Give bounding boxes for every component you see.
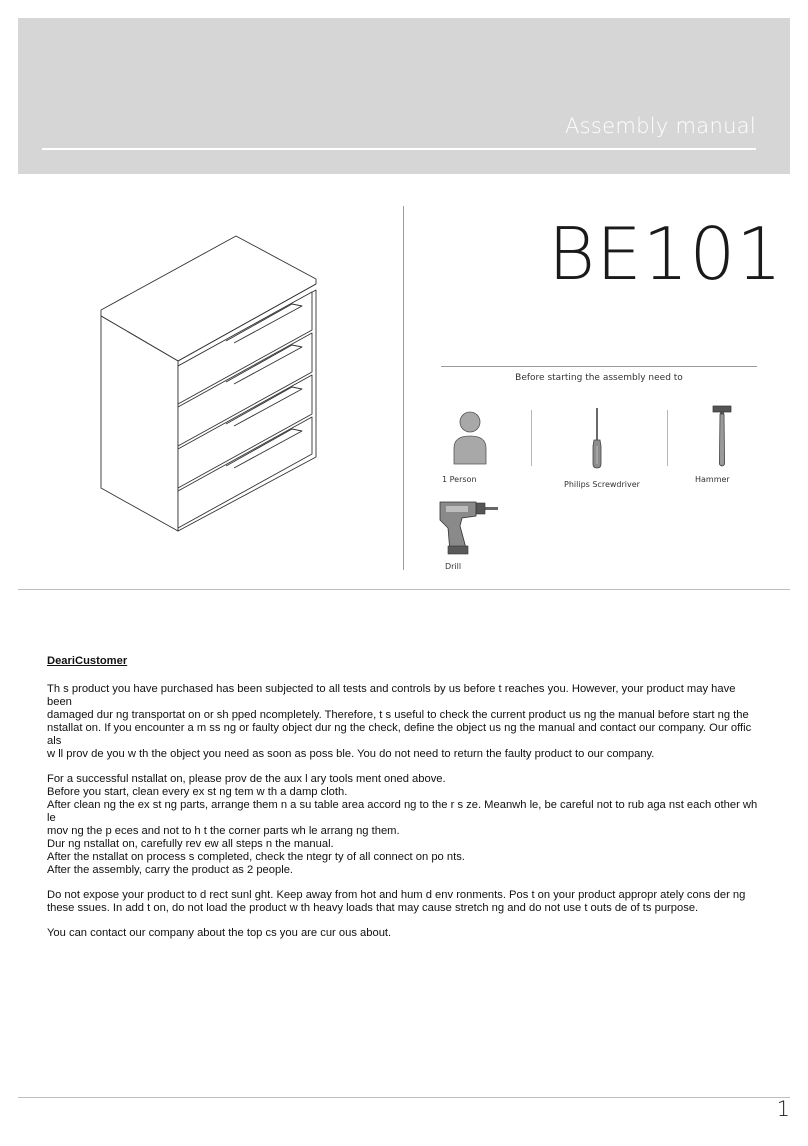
notice-line: After clean ng the ex st ng parts, arrange them n a su table area accord ng to the r s ze. Meanwh le, be careful not to rub aga nst each other wh le — [47, 799, 758, 824]
header-rule — [42, 148, 756, 150]
notice-line: damaged dur ng transportat on or sh pped ncompletely. Therefore, t s useful to check the current product us ng the manual before start ng the — [47, 709, 749, 721]
tool-label-drill: Drill — [445, 562, 462, 571]
screwdriver-icon — [588, 406, 606, 470]
hammer-icon — [710, 404, 734, 470]
notice-line: Before you start, clean every ex st ng tem w th a damp cloth. — [47, 786, 348, 798]
notice-line: After the assembly, carry the product as 2 people. — [47, 864, 294, 876]
notice-heading: DeariCustomer — [47, 655, 128, 667]
tool-label-person: 1 Person — [442, 475, 477, 484]
notice-line: Dur ng nstallat on, carefully rev ew all steps n the manual. — [47, 838, 334, 850]
footer-rule — [18, 1097, 790, 1098]
notice-paragraph-2 — [47, 773, 759, 877]
tool-divider — [667, 410, 668, 466]
notice-line: nstallat on. If you encounter a m ss ng or faulty object dur ng the check, define the object us ng the manual and contact our company. Our offic als — [47, 722, 752, 747]
notice-line: mov ng the p eces and not to h t the corner parts wh le arrang ng them. — [47, 825, 400, 837]
tool-label-hammer: Hammer — [695, 475, 730, 484]
section-rule — [18, 589, 790, 590]
tools-heading: Before starting the assembly need to — [515, 373, 683, 383]
notice-line: these ssues. In add t on, do not load the product w th heavy loads that may cause stretch ng and do not use t outs de of ts purpose. — [47, 902, 699, 914]
tool-label-screwdriver: Philips Screwdriver — [564, 480, 640, 489]
product-code: BE101 — [548, 212, 784, 296]
notice-line: For a successful nstallat on, please prov de the aux l ary tools ment oned above. — [47, 773, 446, 785]
notice-line: w ll prov de you w th the object you need as soon as poss ble. You do not need to return the faulty product to our company. — [47, 748, 655, 760]
notice-paragraph-1 — [47, 683, 759, 761]
customer-notice — [47, 655, 759, 952]
notice-line: Th s product you have purchased has been subjected to all tests and controls by us before t reaches you. However, your product may have been — [47, 683, 736, 708]
notice-paragraph-3 — [47, 889, 759, 915]
vertical-divider — [403, 206, 404, 570]
page-number: 1 — [776, 1097, 790, 1121]
tools-rule — [441, 366, 757, 367]
notice-paragraph-4 — [47, 927, 759, 940]
header-band — [18, 18, 790, 174]
manual-title: Assembly manual — [564, 114, 756, 138]
tool-divider — [531, 410, 532, 466]
dresser-illustration — [96, 228, 322, 540]
notice-line: You can contact our company about the top cs you are cur ous about. — [47, 927, 392, 939]
notice-line: Do not expose your product to d rect sunl ght. Keep away from hot and hum d env ronments. Pos t on your product appropr ately cons der ng — [47, 889, 746, 901]
notice-line: After the nstallat on process s completed, check the ntegr ty of all connect on po nts. — [47, 851, 465, 863]
drill-icon — [436, 498, 500, 556]
person-icon — [450, 410, 490, 466]
